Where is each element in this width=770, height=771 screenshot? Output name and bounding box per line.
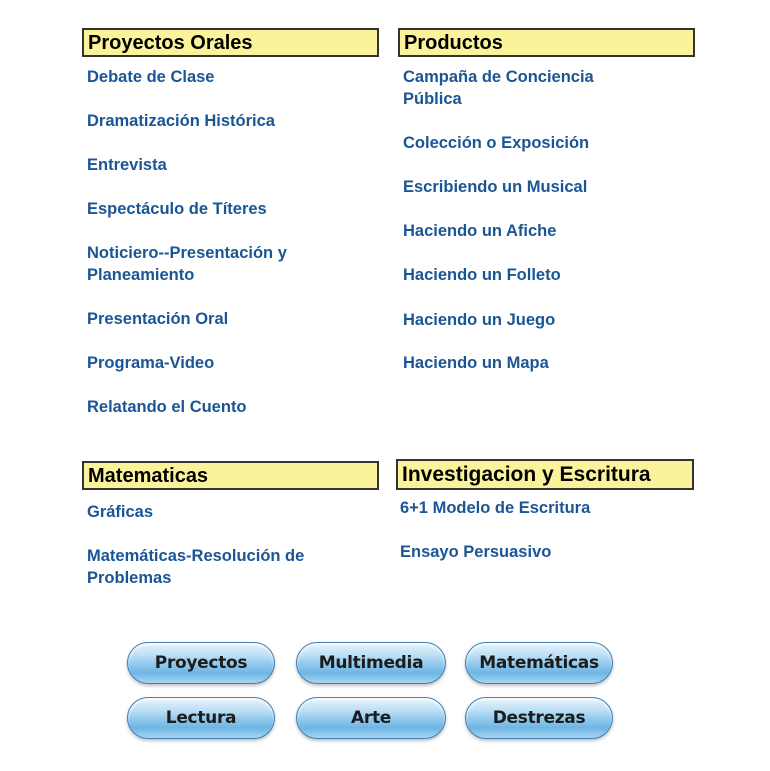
link-haciendo-un-juego[interactable]: Haciendo un Juego	[403, 311, 556, 329]
section-proyectos-orales	[82, 28, 379, 416]
section-productos	[398, 28, 695, 372]
section-header-investigacion-y-escritura: Investigacion y Escritura	[396, 459, 694, 490]
link-escribiendo-un-musical[interactable]: Escribiendo un Musical	[403, 178, 588, 196]
link-debate-de-clase[interactable]: Debate de Clase	[87, 68, 215, 86]
destrezas-button[interactable]: Destrezas	[465, 697, 613, 739]
link-entrevista[interactable]: Entrevista	[87, 156, 167, 174]
link-matematicas-resolucion-de-problemas[interactable]: Matemáticas-Resolución de Problemas	[87, 547, 305, 587]
link-campana-de-conciencia-publica[interactable]: Campaña de Conciencia Pública	[403, 68, 594, 108]
section-header-productos: Productos	[398, 28, 695, 57]
link-dramatizacion-historica[interactable]: Dramatización Histórica	[87, 112, 275, 130]
matematicas-button[interactable]: Matemáticas	[465, 642, 613, 684]
section-matematicas	[82, 461, 379, 587]
section-investigacion-y-escritura	[396, 459, 694, 561]
arte-button[interactable]: Arte	[296, 697, 446, 739]
link-graficas[interactable]: Gráficas	[87, 503, 154, 521]
multimedia-button[interactable]: Multimedia	[296, 642, 446, 684]
link-espectaculo-de-titeres[interactable]: Espectáculo de Títeres	[87, 200, 267, 218]
link-haciendo-un-afiche[interactable]: Haciendo un Afiche	[403, 222, 557, 240]
link-relatando-el-cuento[interactable]: Relatando el Cuento	[87, 398, 247, 416]
link-haciendo-un-folleto[interactable]: Haciendo un Folleto	[403, 266, 561, 284]
link-presentacion-oral[interactable]: Presentación Oral	[87, 310, 229, 328]
section-header-matematicas: Matematicas	[82, 461, 379, 490]
proyectos-button[interactable]: Proyectos	[127, 642, 275, 684]
lectura-button[interactable]: Lectura	[127, 697, 275, 739]
link-noticiero[interactable]: Noticiero--Presentación y Planeamiento	[87, 244, 287, 284]
link-ensayo-persuasivo[interactable]: Ensayo Persuasivo	[400, 543, 552, 561]
section-header-proyectos-orales: Proyectos Orales	[82, 28, 379, 57]
link-modelo-de-escritura[interactable]: 6+1 Modelo de Escritura	[400, 499, 591, 517]
link-haciendo-un-mapa[interactable]: Haciendo un Mapa	[403, 354, 549, 372]
link-programa-video[interactable]: Programa-Video	[87, 354, 215, 372]
link-coleccion-o-exposicion[interactable]: Colección o Exposición	[403, 134, 590, 152]
